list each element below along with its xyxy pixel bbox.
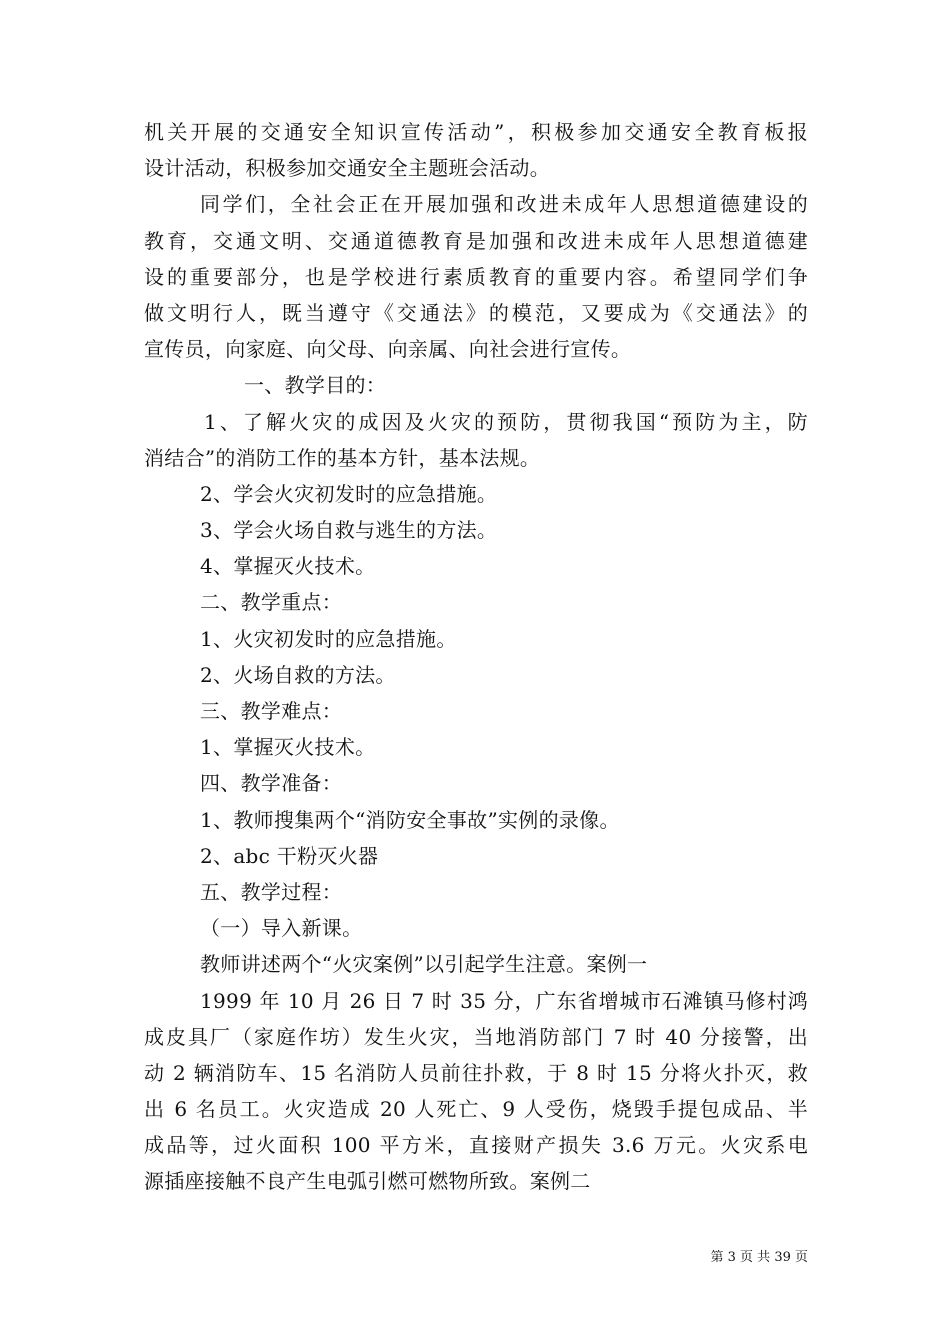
list-item: 3、学会火场自救与逃生的方法。 xyxy=(200,518,498,543)
text-line: 做文明行人，既当遵守《交通法》的模范，又要成为《交通法》的 xyxy=(144,300,808,325)
section-heading: 一、教学目的： xyxy=(244,373,387,398)
list-item: 2、学会火灾初发时的应急措施。 xyxy=(200,481,498,506)
text-line: 成品等，过火面积 100 平方米，直接财产损失 3.6 万元。火灾系电 xyxy=(144,1133,808,1158)
text-line: 宣传员，向家庭、向父母、向亲属、向社会进行宣传。 xyxy=(144,337,632,362)
text-line: 教师讲述两个“火灾案例”以引起学生注意。案例一 xyxy=(200,952,648,977)
text-line: 教育，交通文明、交通道德教育是加强和改进未成年人思想道德建 xyxy=(144,228,808,253)
text-line: 1999 年 10 月 26 日 7 时 35 分，广东省增城市石滩镇马修村鸿 xyxy=(200,988,808,1013)
list-item: 1、掌握灭火技术。 xyxy=(200,735,376,760)
text-line: 源插座接触不良产生电弧引燃可燃物所致。案例二 xyxy=(144,1169,591,1194)
text-line: 1、了解火灾的成因及火灾的预防，贯彻我国“预防为主，防 xyxy=(204,409,808,434)
list-item: 4、掌握灭火技术。 xyxy=(200,554,376,579)
text-line: 机关开展的交通安全知识宣传活动”，积极参加交通安全教育板报 xyxy=(144,120,808,144)
text-line: 成皮具厂（家庭作坊）发生火灾，当地消防部门 7 时 40 分接警，出 xyxy=(144,1024,808,1049)
list-item: 1、教师搜集两个“消防安全事故”实例的录像。 xyxy=(200,807,620,832)
text-line: 设计活动，积极参加交通安全主题班会活动。 xyxy=(144,156,550,181)
list-item: 2、abc 干粉灭火器 xyxy=(200,843,379,868)
text-line: 同学们，全社会正在开展加强和改进未成年人思想道德建设的 xyxy=(200,192,808,217)
text-line: 动 2 辆消防车、15 名消防人员前往扑救，于 8 时 15 分将火扑灭，救 xyxy=(144,1060,808,1085)
text-line: 设的重要部分，也是学校进行素质教育的重要内容。希望同学们争 xyxy=(144,264,808,289)
text-line: 消结合”的消防工作的基本方针，基本法规。 xyxy=(144,445,541,470)
section-heading: 五、教学过程： xyxy=(200,879,343,904)
page-number-footer: 第 3 页 共 39 页 xyxy=(710,1250,808,1265)
list-item: 2、火场自救的方法。 xyxy=(200,662,396,687)
section-heading: 三、教学难点： xyxy=(200,699,343,723)
section-heading: 四、教学准备： xyxy=(200,771,343,796)
document-body xyxy=(144,114,808,1200)
text-line: 出 6 名员工。火灾造成 20 人死亡、9 人受伤，烧毁手提包成品、半 xyxy=(144,1097,808,1122)
section-heading: 二、教学重点： xyxy=(200,590,343,615)
subsection-heading: （一）导入新课。 xyxy=(200,916,363,941)
list-item: 1、火灾初发时的应急措施。 xyxy=(200,626,457,651)
